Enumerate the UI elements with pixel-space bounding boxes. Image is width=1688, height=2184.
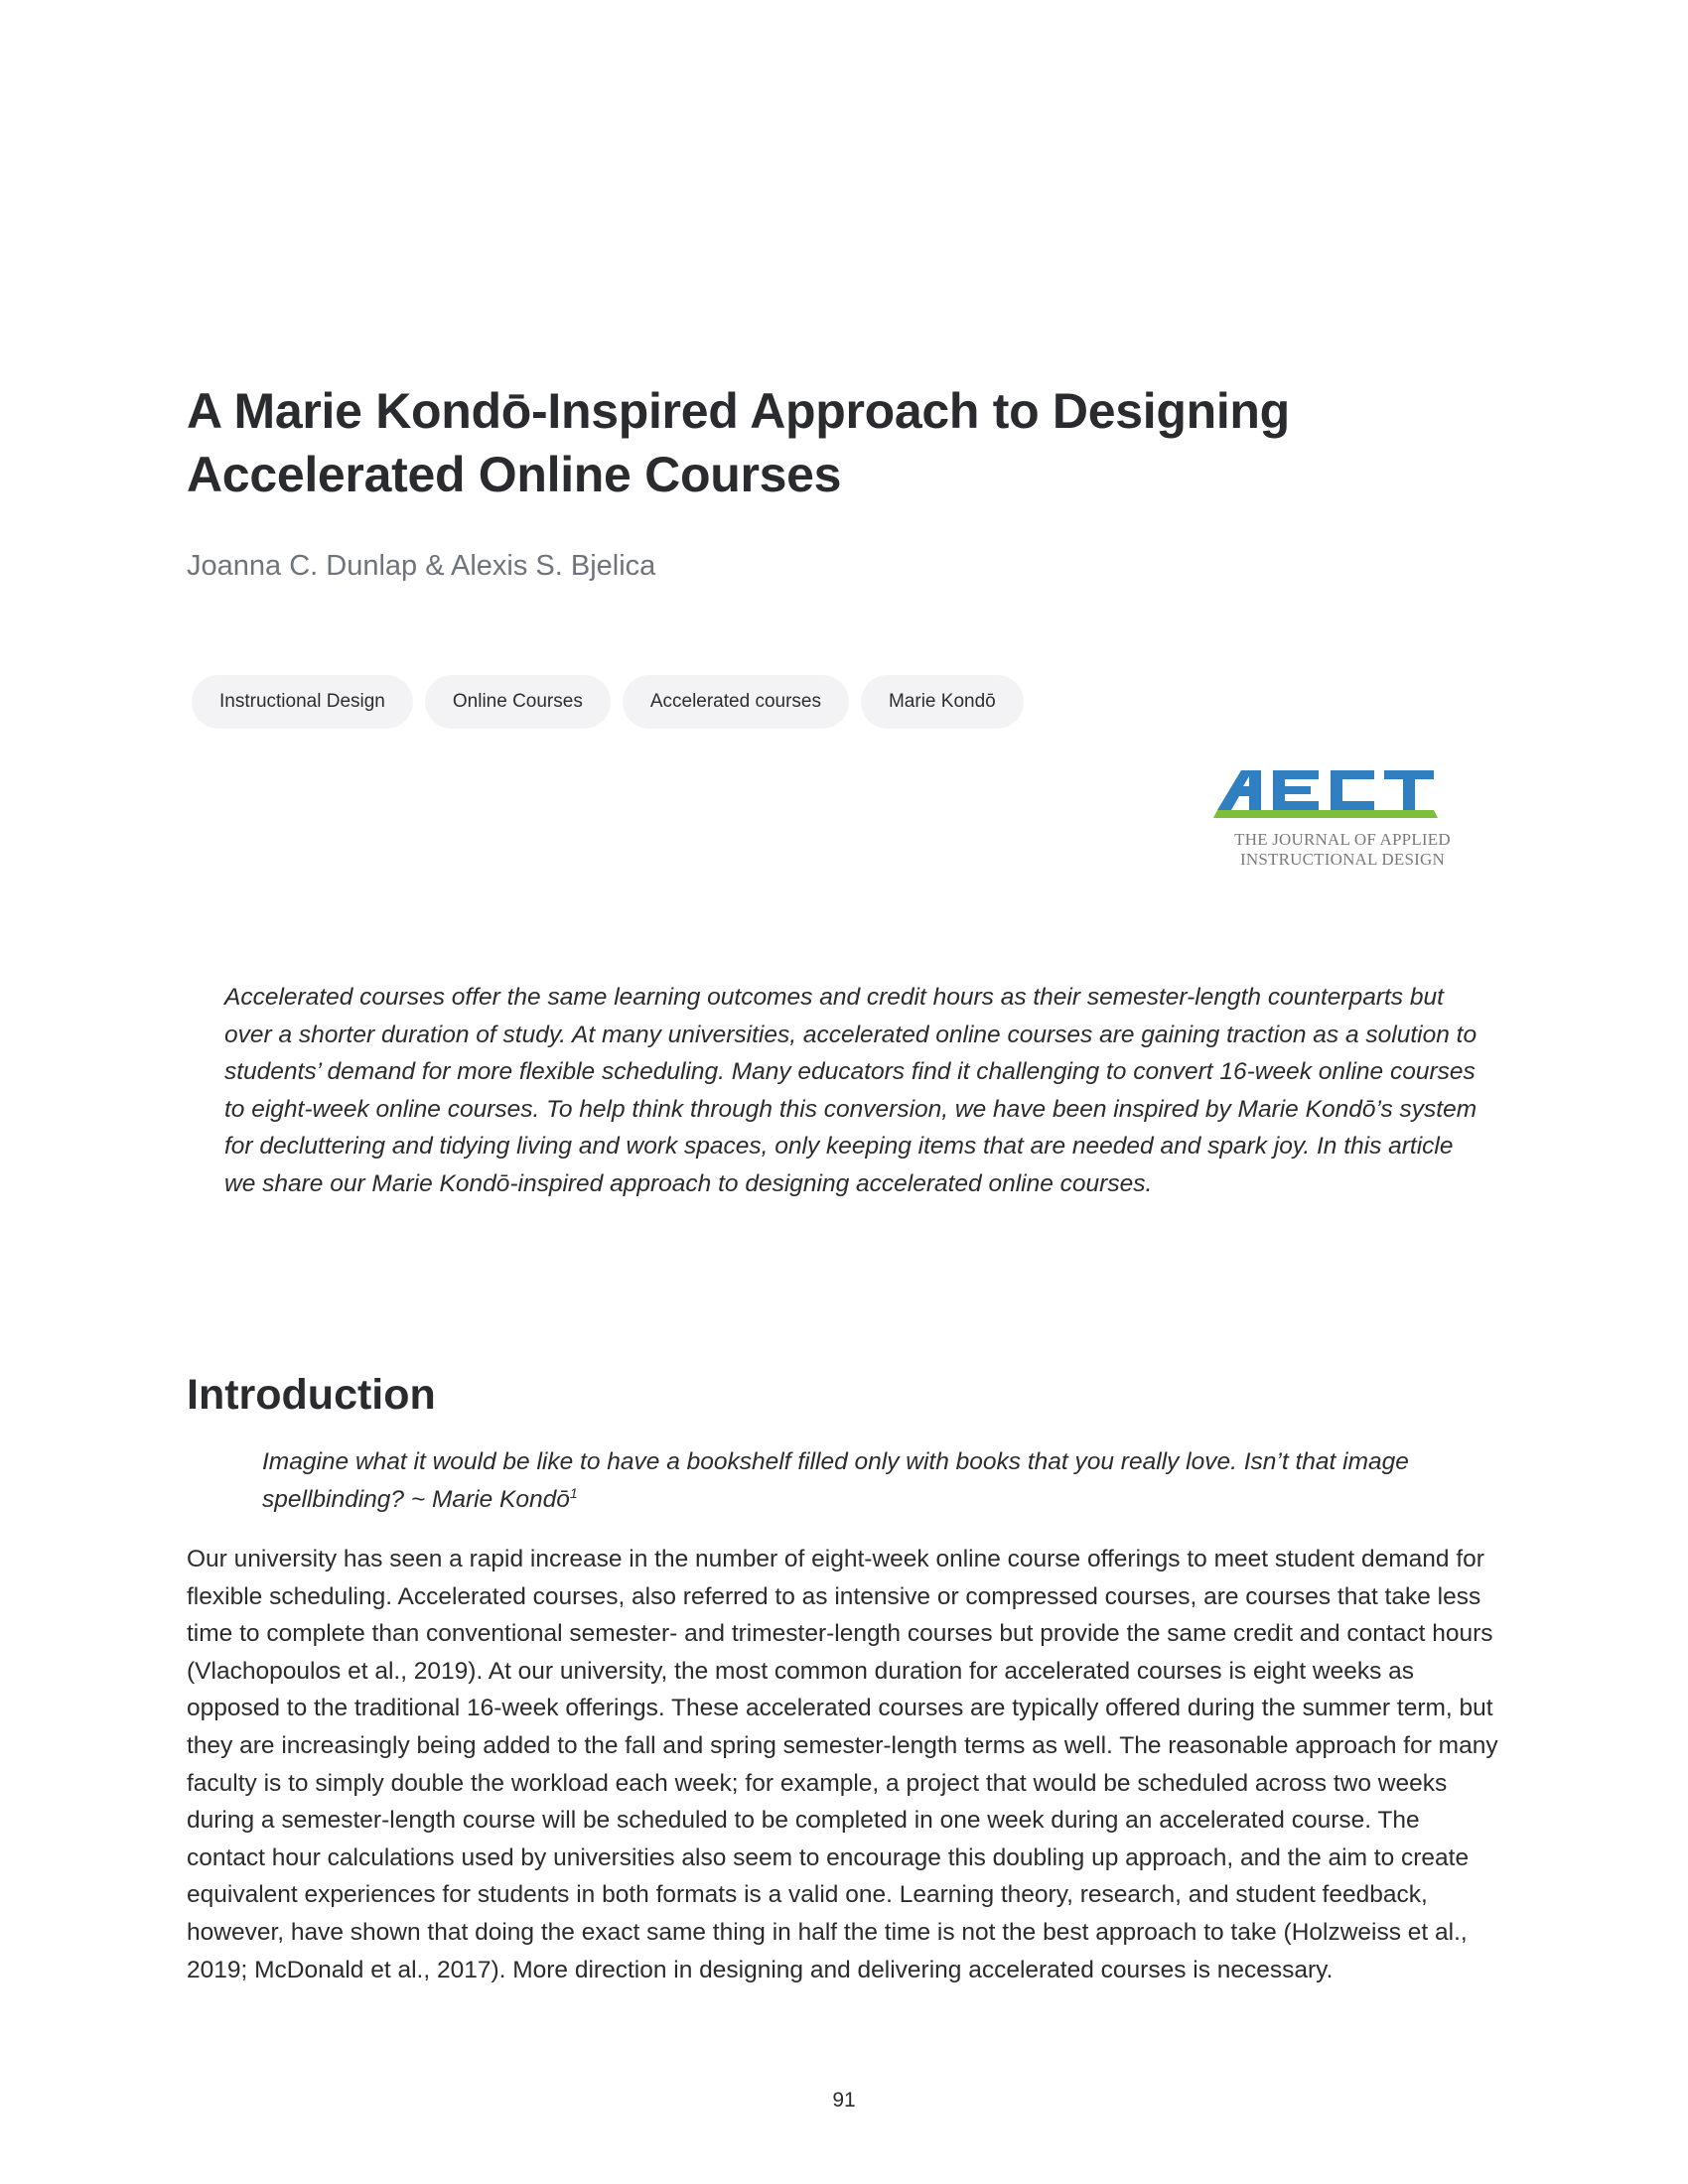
tag-instructional-design[interactable]: Instructional Design xyxy=(192,675,413,729)
abstract: Accelerated courses offer the same learning outcomes and credit hours as their semester-length counterparts but over a shorter duration of study. At many universities, accelerated online courses are gaining traction as a solution to students’ demand for more flexible scheduling. Many educators find it challenging to convert 16-week online courses to eight-week online courses. To help think through this conversion, we have been inspired by Marie Kondō’s system for decluttering and tidying living and work spaces, only keeping items that are needed and spark joy. In this article we share our Marie Kondō-inspired approach to designing accelerated online courses. xyxy=(224,984,1477,1197)
journal-name xyxy=(1213,830,1472,870)
epigraph-quote xyxy=(262,1443,1434,1518)
introduction-paragraph: Our university has seen a rapid increase in the number of eight-week online course offerings to meet student demand for flexible scheduling. Accelerated courses, also referred to as intensive or compressed courses, are courses that take less time to complete than conventional semester- and trimester-length courses but provide the same credit and contact hours (Vlachopoulos et al., 2019). At our university, the most common duration for accelerated courses is eight weeks as opposed to the traditional 16-week offerings. These accelerated courses are typically offered during the summer term, but they are increasingly being added to the fall and spring semester-length terms as well. The reasonable approach for many faculty is to simply double the workload each week; for example, a project that would be scheduled across two weeks during a semester-length course will be scheduled to be completed in one week during an accelerated course. The contact hour calculations used by universities also seem to encourage this doubling up approach, and the aim to create equivalent experiences for students in both formats is a valid one. Learning theory, research, and student feedback, however, have shown that doing the exact same thing in half the time is not the best approach to take (Holzweiss et al., 2019; McDonald et al., 2017). More direction in designing and delivering accelerated courses is necessary. xyxy=(187,1546,1498,1983)
tag-marie-kondo[interactable]: Marie Kondō xyxy=(861,675,1024,729)
page-number: 91 xyxy=(832,2089,856,2112)
footnote-marker[interactable]: 1 xyxy=(569,1484,578,1501)
epigraph-text: Imagine what it would be like to have a bookshelf filled only with books that you really love. Isn’t that image spellbinding? ~ Marie Kondō xyxy=(262,1448,1409,1513)
article-authors: Joanna C. Dunlap & Alexis S. Bjelica xyxy=(187,550,656,582)
tag-accelerated-courses[interactable]: Accelerated courses xyxy=(623,675,849,729)
tag-online-courses[interactable]: Online Courses xyxy=(425,675,611,729)
journal-name-line2: INSTRUCTIONAL DESIGN xyxy=(1240,850,1445,869)
section-heading-introduction: Introduction xyxy=(187,1371,436,1419)
keyword-tags xyxy=(192,675,1024,729)
journal-name-line1: THE JOURNAL OF APPLIED xyxy=(1234,830,1451,849)
article-title: A Marie Kondō-Inspired Approach to Designing Accelerated Online Courses xyxy=(187,383,1290,502)
